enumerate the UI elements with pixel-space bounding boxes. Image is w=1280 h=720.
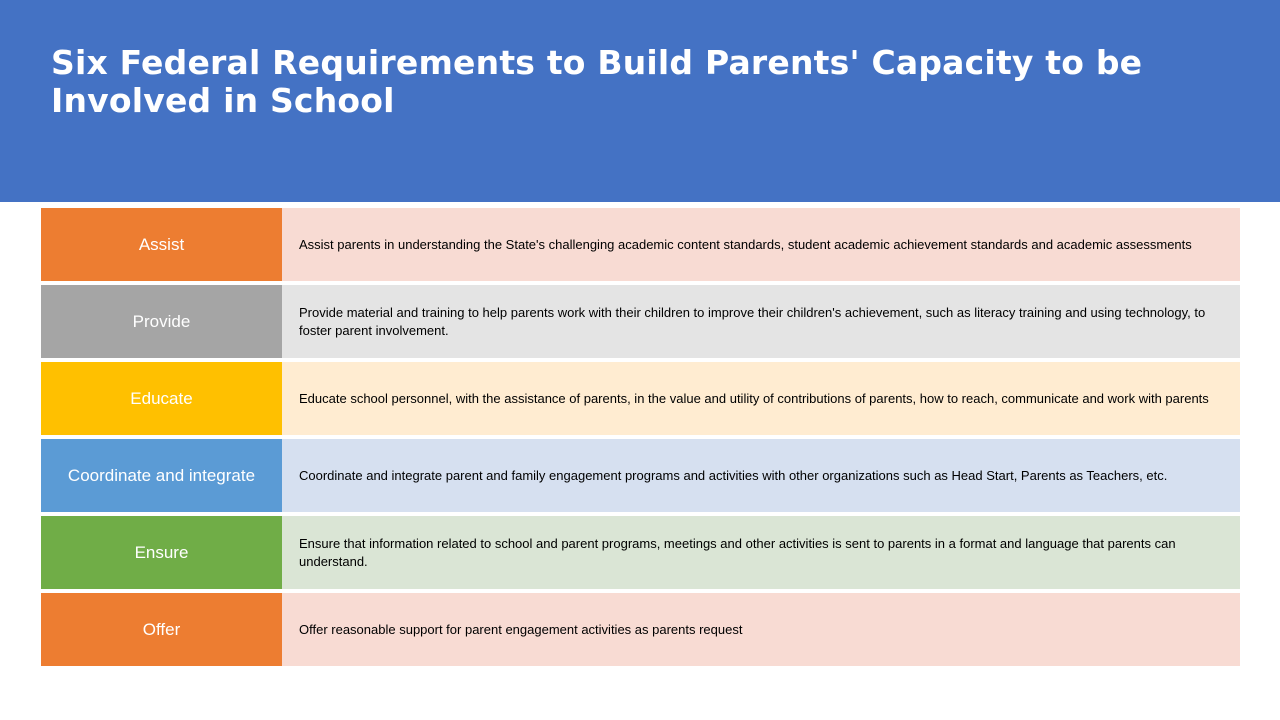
requirement-row-provide: [41, 285, 1240, 358]
requirement-label-ensure: Ensure: [41, 516, 282, 589]
requirement-label-provide: Provide: [41, 285, 282, 358]
title-band: [0, 0, 1280, 202]
requirement-description-text: Ensure that information related to school and parent programs, meetings and other activities is sent to parents in a format and language that parents can understand.: [299, 535, 1176, 569]
requirement-label-assist: Assist: [41, 208, 282, 281]
requirements-table: [41, 208, 1240, 670]
requirement-row-assist: [41, 208, 1240, 281]
requirement-label-educate: Educate: [41, 362, 282, 435]
requirement-label-coordinate: Coordinate and integrate: [41, 439, 282, 512]
requirement-description-educate: [282, 362, 1240, 435]
requirement-row-ensure: [41, 516, 1240, 589]
requirement-row-offer: [41, 593, 1240, 666]
requirement-description-text: Offer reasonable support for parent engagement activities as parents request: [299, 621, 743, 637]
requirement-description-offer: [282, 593, 1240, 666]
requirement-description-text: Educate school personnel, with the assistance of parents, in the value and utility of contributions of parents, how to reach, communicate and work with parents: [299, 390, 1209, 406]
requirement-description-assist: [282, 208, 1240, 281]
requirement-description-ensure: [282, 516, 1240, 589]
requirement-description-text: Coordinate and integrate parent and family engagement programs and activities with other organizations such as Head Start, Parents as Teachers, etc.: [299, 467, 1168, 483]
requirement-description-text: Assist parents in understanding the State's challenging academic content standards, student academic achievement standards and academic assessments: [299, 236, 1192, 252]
requirement-description-text: Provide material and training to help parents work with their children to improve their children's achievement, such as literacy training and using technology, to foster parent involvement.: [299, 304, 1206, 338]
requirement-label-offer: Offer: [41, 593, 282, 666]
requirement-row-coordinate: [41, 439, 1240, 512]
requirement-description-coordinate: [282, 439, 1240, 512]
requirement-row-educate: [41, 362, 1240, 435]
slide-title: Six Federal Requirements to Build Parents' Capacity to be Involved in School: [51, 43, 1143, 120]
requirement-description-provide: [282, 285, 1240, 358]
